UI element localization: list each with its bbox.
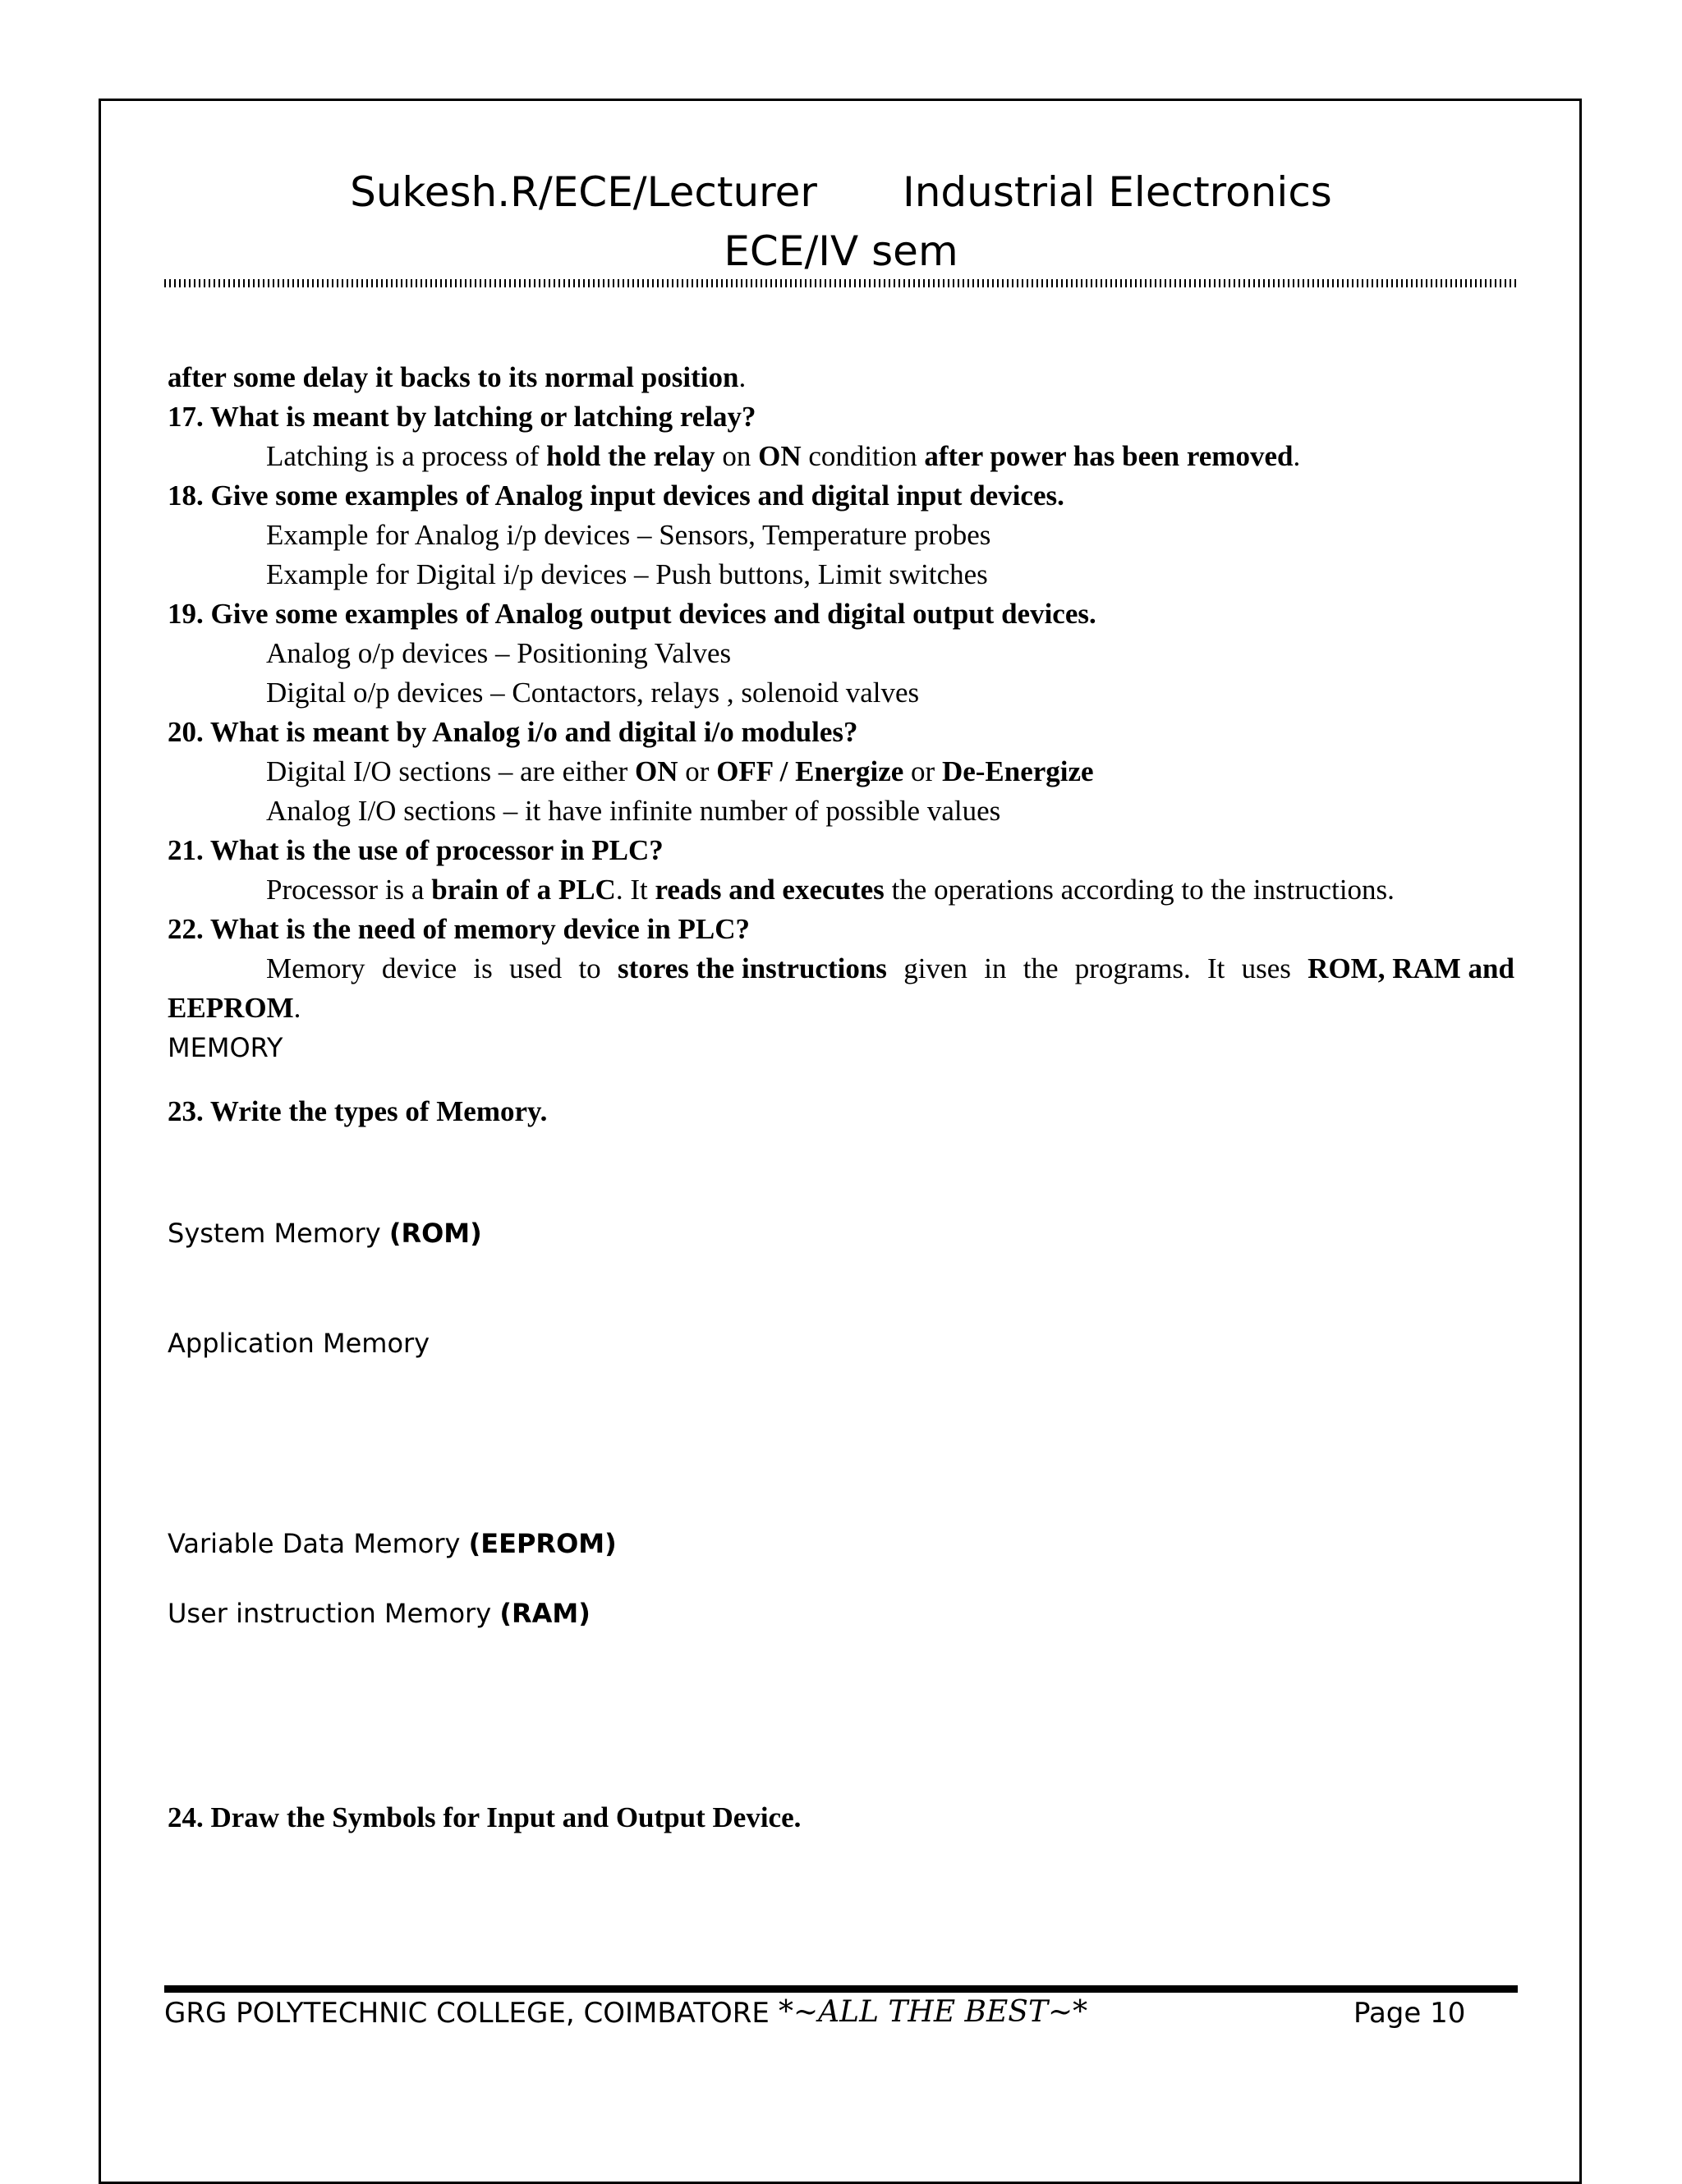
answer-18-line-1: Example for Analog i/p devices – Sensors, Temperature probes <box>266 519 991 551</box>
footer-college: GRG POLYTECHNIC COLLEGE, COIMBATORE <box>164 1997 770 2030</box>
question-18: 18. Give some examples of Analog input devices and digital input devices. <box>168 479 1064 512</box>
answer-17: Latching is a process of hold the relay on ON condition after power has been removed. <box>266 440 1301 472</box>
page-header <box>164 163 1518 281</box>
question-21: 21. What is the use of processor in PLC? <box>168 834 664 866</box>
diagram-application-memory: Application Memory <box>168 1328 430 1359</box>
footer-page-number: Page 10 <box>1353 1997 1466 2030</box>
header-line-1 <box>164 163 1518 222</box>
answer-22-line-1: Memory device is used to stores the instructions given in the programs. It uses ROM, RAM and <box>266 952 1514 984</box>
page-footer <box>164 1997 1518 2038</box>
answer-19-line-1: Analog o/p devices – Positioning Valves <box>266 637 732 669</box>
header-author: Sukesh.R/ECE/Lecturer <box>350 168 817 216</box>
question-23: 23. Write the types of Memory. <box>168 1095 548 1127</box>
question-22: 22. What is the need of memory device in PLC? <box>168 913 751 945</box>
answer-18-line-2: Example for Digital i/p devices – Push buttons, Limit switches <box>266 558 988 590</box>
question-20: 20. What is meant by Analog i/o and digital i/o modules? <box>168 716 858 748</box>
question-24: 24. Draw the Symbols for Input and Output Device. <box>168 1801 802 1833</box>
header-subject: Industrial Electronics <box>902 168 1332 216</box>
question-17: 17. What is meant by latching or latching relay? <box>168 401 756 433</box>
diagram-system-memory: System Memory (ROM) <box>168 1218 482 1249</box>
header-semester: ECE/IV sem <box>724 227 958 275</box>
footer-rule <box>164 1985 1518 1993</box>
answer-21: Processor is a brain of a PLC. It reads and executes the operations according to the instructions. <box>266 874 1395 906</box>
question-19: 19. Give some examples of Analog output devices and digital output devices. <box>168 598 1096 630</box>
answer-20-line-1: Digital I/O sections – are either ON or OFF / Energize or De-Energize <box>266 755 1094 787</box>
header-dotted-rule <box>164 279 1518 287</box>
continued-line: after some delay it backs to its normal position. <box>168 361 747 393</box>
answer-22-line-2: EEPROM. <box>168 992 301 1024</box>
memory-label: MEMORY <box>168 1032 283 1063</box>
footer-motto: *~ALL THE BEST~* <box>779 1995 1088 2029</box>
answer-20-line-2: Analog I/O sections – it have infinite number of possible values <box>266 795 1001 827</box>
diagram-variable-data-memory: Variable Data Memory (EEPROM) <box>168 1528 617 1559</box>
answer-19-line-2: Digital o/p devices – Contactors, relays , solenoid valves <box>266 677 920 709</box>
diagram-user-instruction-memory: User instruction Memory (RAM) <box>168 1598 591 1629</box>
